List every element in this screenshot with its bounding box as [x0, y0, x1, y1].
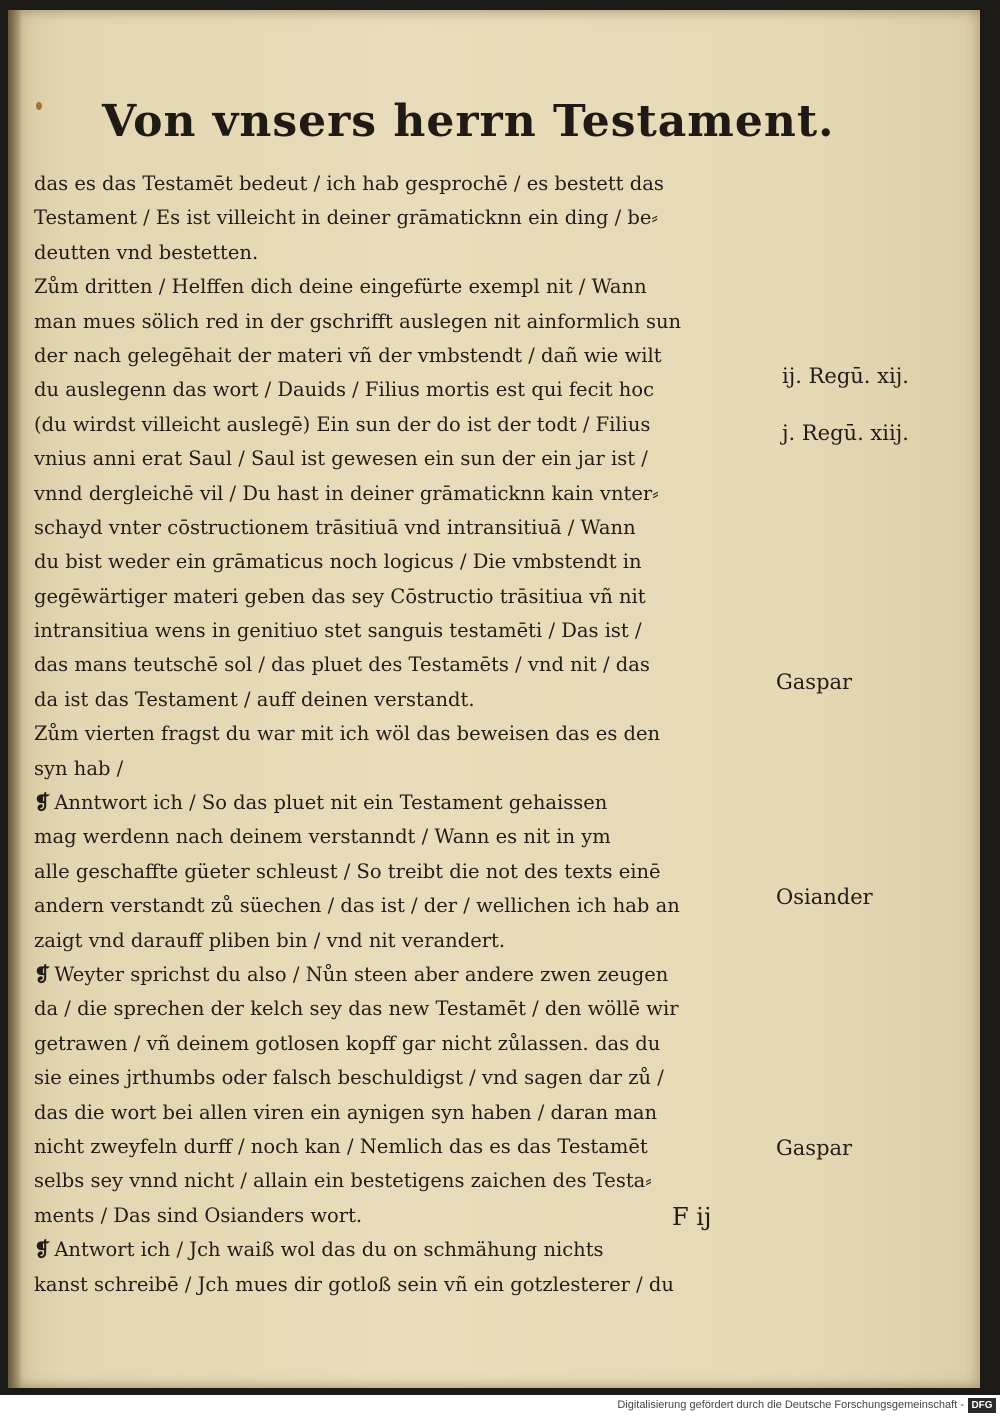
text-line [34, 855, 774, 889]
text-line [34, 889, 774, 923]
text-line [34, 442, 774, 476]
text-line-content: der nach gelegēhait der materi vñ der vmbstendt / dañ wie wilt [34, 343, 662, 367]
running-head: Von vnsers herrn Testament. [102, 96, 835, 147]
text-line [34, 305, 774, 339]
text-line [34, 545, 774, 579]
text-line [34, 614, 774, 648]
funding-credit: Digitalisierung gefördert durch die Deutsche Forschungsgemeinschaft - [617, 1399, 964, 1411]
text-line-content: getrawen / vñ deinem gotlosen kopff gar nicht zůlassen. das du [34, 1031, 661, 1055]
text-line [34, 1268, 774, 1302]
text-line-content: Weyter sprichst du also / Nůn steen aber andere zwen zeugen [54, 962, 669, 986]
margin-note-speaker-gaspar-2: Gaspar [776, 1136, 853, 1160]
text-line-content: intransitiua wens in genitiuo stet sanguis testamēti / Das ist / [34, 619, 642, 643]
ink-spot [36, 102, 42, 110]
text-line [34, 339, 774, 373]
text-line-content: Testament / Es ist villeicht in deiner grāmaticknn ein ding / be⸗ [34, 206, 658, 230]
text-line [34, 820, 774, 854]
text-line [34, 408, 774, 442]
text-line-content: Antwort ich / Jch waiß wol das du on schmähung nichts [54, 1238, 604, 1262]
text-line-content: selbs sey vnnd nicht / allain ein bestetigens zaichen des Testa⸗ [34, 1169, 652, 1193]
margin-note-reference-2: j. Regū. xiij. [782, 421, 909, 445]
text-line-content: (du wirdst villeicht auslegē) Ein sun der do ist der todt / Filius [34, 412, 651, 436]
text-line-content: Anntwort ich / So das pluet nit ein Testament gehaissen [54, 791, 608, 815]
text-line-content: deutten vnd bestetten. [34, 240, 259, 264]
text-line-content: Zům vierten fragst du war mit ich wöl das beweisen das es den [34, 722, 661, 746]
text-line [34, 201, 774, 235]
text-line-content: da ist das Testament / auff deinen verstandt. [34, 687, 475, 711]
text-line [34, 1096, 774, 1130]
text-line [34, 752, 774, 786]
text-line-content: das es das Testamēt bedeut / ich hab gesprochē / es bestett das [34, 172, 664, 195]
text-line [34, 167, 774, 201]
text-line [34, 992, 774, 1026]
text-line [34, 270, 774, 304]
text-line [34, 373, 774, 407]
text-line-content: gegēwärtiger materi geben das sey Cōstructio trāsitiua vñ nit [34, 584, 646, 608]
text-line [34, 786, 774, 820]
text-line [34, 236, 774, 270]
text-line-content: schayd vnter cōstructionem trāsitiuā vnd intransitiuā / Wann [34, 515, 636, 539]
text-line-content: vnnd dergleichē vil / Du hast in deiner grāmaticknn kain vnter⸗ [34, 481, 659, 505]
text-line [34, 1199, 774, 1233]
text-line-content: das mans teutschē sol / das pluet des Testamēts / vnd nit / das [34, 653, 650, 677]
text-line [34, 924, 774, 958]
text-line-content: mag werdenn nach deinem verstanndt / Wann es nit in ym [34, 825, 611, 849]
text-line [34, 580, 774, 614]
text-line-content: da / die sprechen der kelch sey das new Testamēt / den wöllē wir [34, 997, 679, 1021]
body-text [34, 167, 774, 1302]
page-gutter-shadow [8, 10, 22, 1388]
text-line [34, 717, 774, 751]
text-line-content: du bist weder ein grāmaticus noch logicus / Die vmbstendt in [34, 550, 642, 574]
text-line [34, 477, 774, 511]
margin-note-speaker-gaspar-1: Gaspar [776, 670, 853, 694]
text-line [34, 1061, 774, 1095]
text-line-content: ments / Das sind Osianders wort. [34, 1203, 363, 1227]
text-line [34, 1164, 774, 1198]
text-line [34, 648, 774, 682]
paragraph-mark-icon: ❡ [34, 962, 51, 986]
text-line [34, 511, 774, 545]
text-line-content: alle geschaffte güeter schleust / So treibt die not des texts einē [34, 859, 661, 883]
text-line-content: sie eines jrthumbs oder falsch beschuldigst / vnd sagen dar zů / [34, 1066, 664, 1090]
text-line-content: das die wort bei allen viren ein aynigen syn haben / daran man [34, 1100, 658, 1124]
footer-bar [0, 1395, 1000, 1417]
paragraph-mark-icon: ❡ [34, 1238, 51, 1262]
text-line-content: zaigt vnd darauff pliben bin / vnd nit verandert. [34, 928, 506, 952]
text-line-content: vnius anni erat Saul / Saul ist gewesen ein sun der ein jar ist / [34, 447, 648, 471]
text-line-content: man mues sölich red in der gschrifft auslegen nit ainformlich sun [34, 309, 682, 333]
dfg-logo: DFG [968, 1398, 996, 1413]
text-line [34, 958, 774, 992]
text-line-content: andern verstandt zů süechen / das ist / der / wellichen ich hab an [34, 894, 680, 918]
text-line [34, 1130, 774, 1164]
margin-note-speaker-osiander: Osiander [776, 885, 873, 909]
margin-note-reference-1: ij. Regū. xij. [782, 364, 909, 388]
text-line-content: Zům dritten / Helffen dich deine eingefürte exempl nit / Wann [34, 275, 647, 299]
text-line-content: du auslegenn das wort / Dauids / Filius mortis est qui fecit hoc [34, 378, 654, 402]
signature-mark: F ij [672, 1203, 712, 1231]
paragraph-mark-icon: ❡ [34, 791, 51, 815]
text-line [34, 1027, 774, 1061]
text-line-content: nicht zweyfeln durff / noch kan / Nemlich das es das Testamēt [34, 1134, 648, 1158]
text-line [34, 683, 774, 717]
text-line-content: kanst schreibē / Jch mues dir gotloß sein vñ ein gotzlesterer / du [34, 1272, 674, 1296]
text-line [34, 1233, 774, 1267]
text-line-content: syn hab / [34, 756, 124, 780]
